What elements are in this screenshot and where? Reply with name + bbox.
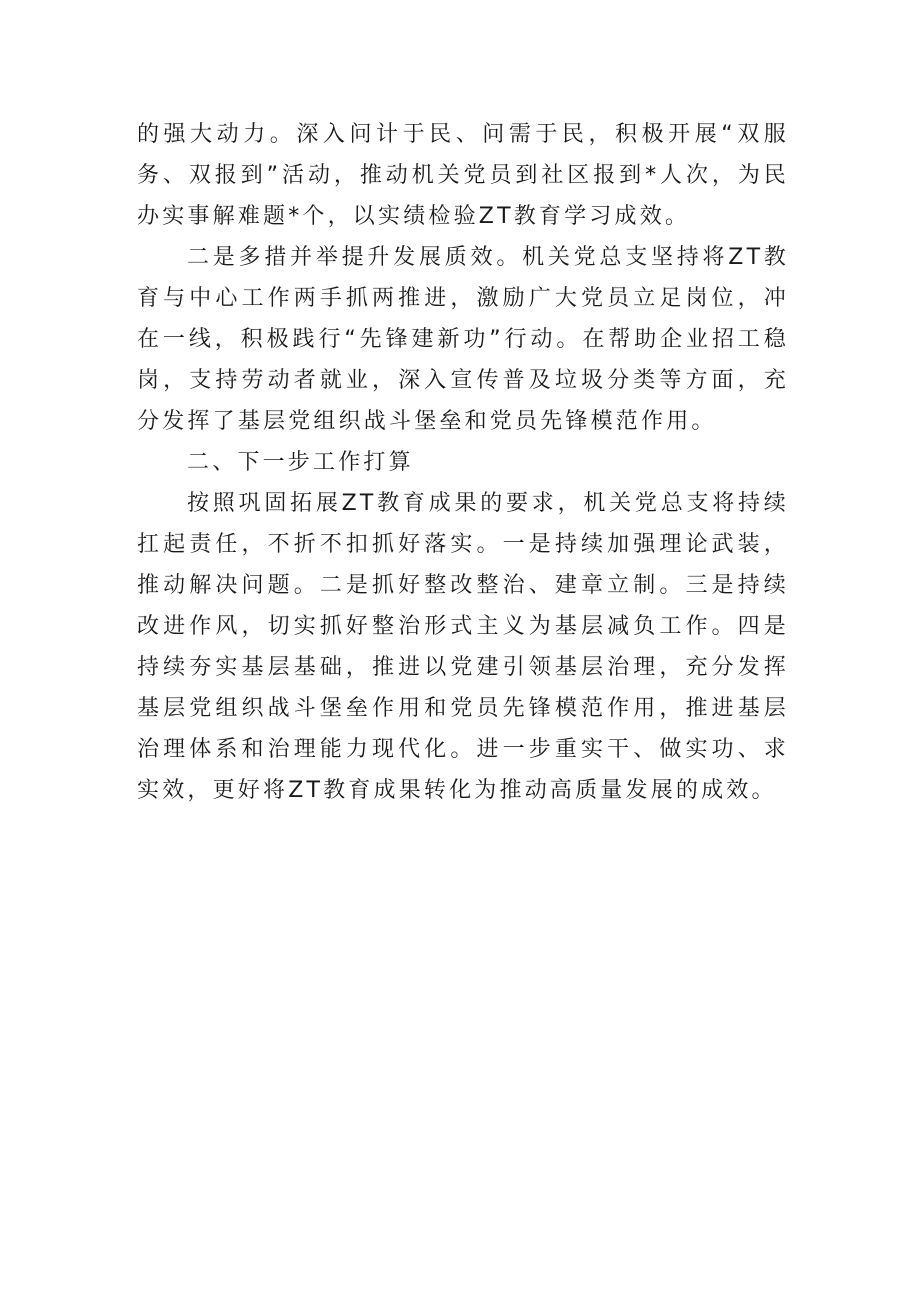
paragraph-next-steps: 按照巩固拓展ZT教育成果的要求，机关党总支将持续扛起责任，不折不扣抓好落实。一是持续加强理论武装，推动解决问题。二是抓好整改整治、建章立制。三是持续改进作风，切实抓好整治形式主义为基层减负工作。四是持续夯实基层基础，推进以党建引领基层治理，充分发挥基层党组织战斗堡垒作用和党员先锋模范作用，推进基层治理体系和治理能力现代化。进一步重实干、做实功、求实效，更好将ZT教育成果转化为推动高质量发展的成效。 (137, 491, 789, 803)
document-body (137, 114, 789, 811)
paragraph-continuation: 的强大动力。深入问计于民、问需于民，积极开展“双服务、双报到”活动，推动机关党员到社区报到*人次，为民办实事解难题*个，以实绩检验ZT教育学习成效。 (137, 122, 789, 229)
paragraph-development-effectiveness: 二是多措并举提升发展质效。机关党总支坚持将ZT教育与中心工作两手抓两推进，激励广大党员立足岗位，冲在一线，积极践行“先锋建新功”行动。在帮助企业招工稳岗，支持劳动者就业，深入宣传普及垃圾分类等方面，充分发挥了基层党组织战斗堡垒和党员先锋模范作用。 (137, 245, 789, 434)
section-heading-next-steps: 二、下一步工作打算 (187, 450, 414, 475)
